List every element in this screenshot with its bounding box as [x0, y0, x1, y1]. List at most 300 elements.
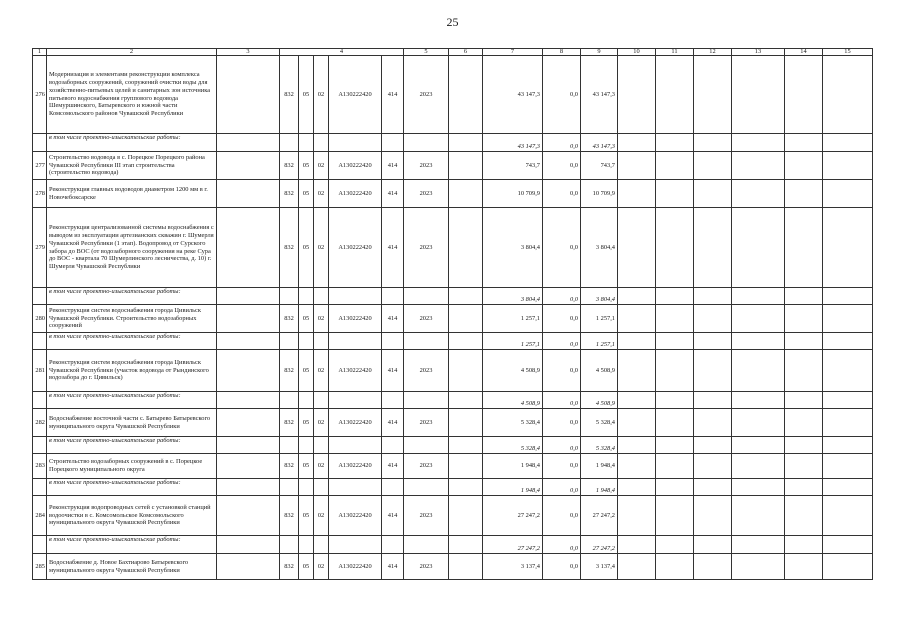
empty-cell	[299, 333, 314, 350]
section-code: 05	[299, 496, 314, 536]
empty-cell	[382, 479, 404, 496]
budget-admin-code	[217, 152, 280, 180]
empty-cell	[314, 134, 329, 152]
empty-cell	[618, 288, 656, 305]
empty-cell	[280, 134, 299, 152]
empty-cell	[823, 333, 873, 350]
empty-cell	[823, 152, 873, 180]
target-article-code: А130222420	[329, 180, 382, 208]
empty-cell	[732, 496, 785, 536]
empty-cell	[785, 496, 823, 536]
empty-cell	[656, 180, 694, 208]
empty-cell	[314, 479, 329, 496]
empty-cell	[618, 536, 656, 554]
column-number: 9	[581, 49, 618, 56]
empty-cell	[656, 392, 694, 409]
grbs-code: 832	[280, 496, 299, 536]
empty-cell	[823, 305, 873, 333]
budget-admin-code	[217, 288, 280, 305]
subtotal-row	[33, 479, 873, 496]
regional-amount: 4 508,9	[581, 392, 618, 409]
row-number	[33, 392, 47, 409]
empty-cell	[449, 152, 483, 180]
subsection-code: 02	[314, 152, 329, 180]
empty-cell	[785, 536, 823, 554]
target-article-code: А130222420	[329, 350, 382, 392]
empty-cell	[823, 288, 873, 305]
empty-cell	[785, 208, 823, 288]
empty-cell	[694, 392, 732, 409]
total-amount: 4 508,9	[483, 350, 543, 392]
empty-cell	[449, 437, 483, 454]
empty-cell	[404, 134, 449, 152]
budget-admin-code	[217, 392, 280, 409]
empty-cell	[280, 536, 299, 554]
subsection-code: 02	[314, 496, 329, 536]
empty-cell	[785, 437, 823, 454]
empty-cell	[314, 536, 329, 554]
empty-cell	[618, 454, 656, 479]
grbs-code: 832	[280, 409, 299, 437]
total-amount: 3 804,4	[483, 208, 543, 288]
row-number: 276	[33, 56, 47, 134]
empty-cell	[656, 350, 694, 392]
empty-cell	[732, 350, 785, 392]
section-code: 05	[299, 554, 314, 580]
federal-amount: 0,0	[543, 409, 581, 437]
section-code: 05	[299, 152, 314, 180]
column-number: 4	[280, 49, 404, 56]
empty-cell	[280, 437, 299, 454]
empty-cell	[694, 152, 732, 180]
empty-cell	[823, 496, 873, 536]
subtotal-row	[33, 288, 873, 305]
object-name: Водоснабжение восточной части с. Батырево Батыревского муниципального округа Чувашской Республики	[47, 409, 217, 437]
empty-cell	[656, 208, 694, 288]
federal-amount: 0,0	[543, 288, 581, 305]
empty-cell	[449, 180, 483, 208]
empty-cell	[404, 392, 449, 409]
empty-cell	[382, 288, 404, 305]
empty-cell	[449, 479, 483, 496]
subsection-code: 02	[314, 208, 329, 288]
year-cell: 2023	[404, 454, 449, 479]
federal-amount: 0,0	[543, 350, 581, 392]
expense-type-code: 414	[382, 350, 404, 392]
empty-cell	[732, 208, 785, 288]
empty-cell	[732, 305, 785, 333]
grbs-code: 832	[280, 208, 299, 288]
column-number-row	[33, 49, 873, 56]
section-code: 05	[299, 305, 314, 333]
federal-amount: 0,0	[543, 333, 581, 350]
empty-cell	[732, 288, 785, 305]
empty-cell	[299, 437, 314, 454]
object-name: Строительство водозаборных сооружений в с. Порецкое Порецкого муниципального округа	[47, 454, 217, 479]
column-number: 14	[785, 49, 823, 56]
empty-cell	[785, 554, 823, 580]
empty-cell	[656, 496, 694, 536]
total-amount: 27 247,2	[483, 496, 543, 536]
row-number: 285	[33, 554, 47, 580]
empty-cell	[823, 536, 873, 554]
table-row	[33, 454, 873, 479]
empty-cell	[382, 437, 404, 454]
empty-cell	[732, 134, 785, 152]
empty-cell	[656, 152, 694, 180]
empty-cell	[785, 350, 823, 392]
expense-type-code: 414	[382, 152, 404, 180]
total-amount: 1 257,1	[483, 333, 543, 350]
empty-cell	[823, 409, 873, 437]
subsection-code: 02	[314, 180, 329, 208]
total-amount: 5 328,4	[483, 409, 543, 437]
regional-amount: 743,7	[581, 152, 618, 180]
empty-cell	[449, 208, 483, 288]
federal-amount: 0,0	[543, 152, 581, 180]
empty-cell	[732, 554, 785, 580]
budget-admin-code	[217, 479, 280, 496]
empty-cell	[785, 392, 823, 409]
empty-cell	[449, 350, 483, 392]
budget-admin-code	[217, 134, 280, 152]
subsection-code: 02	[314, 305, 329, 333]
empty-cell	[382, 536, 404, 554]
empty-cell	[732, 437, 785, 454]
regional-amount: 3 804,4	[581, 208, 618, 288]
expense-type-code: 414	[382, 56, 404, 134]
empty-cell	[656, 134, 694, 152]
row-number: 278	[33, 180, 47, 208]
object-name: Реконструкция главных водоводов диаметром 1200 мм в г. Новочебоксарске	[47, 180, 217, 208]
empty-cell	[449, 56, 483, 134]
year-cell: 2023	[404, 305, 449, 333]
target-article-code: А130222420	[329, 554, 382, 580]
empty-cell	[329, 392, 382, 409]
empty-cell	[732, 454, 785, 479]
object-name: Строительство водовода в с. Порецкое Порецкого района Чувашской Республики III этап строительства (строительство водовода)	[47, 152, 217, 180]
budget-table	[32, 48, 873, 580]
table-row	[33, 56, 873, 134]
regional-amount: 10 709,9	[581, 180, 618, 208]
federal-amount: 0,0	[543, 479, 581, 496]
regional-amount: 43 147,3	[581, 134, 618, 152]
year-cell: 2023	[404, 152, 449, 180]
grbs-code: 832	[280, 554, 299, 580]
empty-cell	[656, 454, 694, 479]
total-amount: 1 948,4	[483, 479, 543, 496]
grbs-code: 832	[280, 56, 299, 134]
expense-type-code: 414	[382, 454, 404, 479]
empty-cell	[314, 392, 329, 409]
target-article-code: А130222420	[329, 409, 382, 437]
empty-cell	[404, 536, 449, 554]
budget-admin-code	[217, 496, 280, 536]
regional-amount: 43 147,3	[581, 56, 618, 134]
row-number: 283	[33, 454, 47, 479]
regional-amount: 27 247,2	[581, 496, 618, 536]
empty-cell	[618, 437, 656, 454]
empty-cell	[656, 409, 694, 437]
empty-cell	[618, 152, 656, 180]
grbs-code: 832	[280, 180, 299, 208]
row-number: 281	[33, 350, 47, 392]
empty-cell	[618, 554, 656, 580]
federal-amount: 0,0	[543, 496, 581, 536]
empty-cell	[618, 208, 656, 288]
subtotal-row	[33, 392, 873, 409]
empty-cell	[656, 479, 694, 496]
empty-cell	[449, 392, 483, 409]
row-number: 277	[33, 152, 47, 180]
total-amount: 1 257,1	[483, 305, 543, 333]
federal-amount: 0,0	[543, 56, 581, 134]
budget-admin-code	[217, 180, 280, 208]
table-row	[33, 305, 873, 333]
total-amount: 27 247,2	[483, 536, 543, 554]
total-amount: 743,7	[483, 152, 543, 180]
regional-amount: 4 508,9	[581, 350, 618, 392]
subsection-code: 02	[314, 350, 329, 392]
empty-cell	[329, 288, 382, 305]
column-number: 3	[217, 49, 280, 56]
empty-cell	[618, 56, 656, 134]
table-row	[33, 208, 873, 288]
total-amount: 43 147,3	[483, 56, 543, 134]
year-cell: 2023	[404, 496, 449, 536]
empty-cell	[694, 305, 732, 333]
empty-cell	[785, 454, 823, 479]
empty-cell	[449, 134, 483, 152]
empty-cell	[694, 536, 732, 554]
column-number: 6	[449, 49, 483, 56]
empty-cell	[618, 305, 656, 333]
empty-cell	[732, 180, 785, 208]
budget-admin-code	[217, 437, 280, 454]
table-row	[33, 350, 873, 392]
regional-amount: 3 804,4	[581, 288, 618, 305]
empty-cell	[382, 134, 404, 152]
empty-cell	[732, 333, 785, 350]
empty-cell	[449, 409, 483, 437]
regional-amount: 1 948,4	[581, 479, 618, 496]
empty-cell	[404, 288, 449, 305]
empty-cell	[823, 350, 873, 392]
subtotal-label: в том числе проектно-изыскательские работы:	[47, 288, 217, 305]
target-article-code: А130222420	[329, 208, 382, 288]
federal-amount: 0,0	[543, 437, 581, 454]
empty-cell	[732, 479, 785, 496]
object-name: Реконструкция систем водоснабжения города Цивильск Чувашской Республики. Строительство водозаборных сооружений	[47, 305, 217, 333]
empty-cell	[656, 554, 694, 580]
budget-admin-code	[217, 454, 280, 479]
grbs-code: 832	[280, 305, 299, 333]
empty-cell	[732, 152, 785, 180]
empty-cell	[449, 496, 483, 536]
federal-amount: 0,0	[543, 454, 581, 479]
table-body	[33, 56, 873, 580]
federal-amount: 0,0	[543, 536, 581, 554]
empty-cell	[823, 180, 873, 208]
total-amount: 10 709,9	[483, 180, 543, 208]
page-number: 25	[446, 15, 459, 29]
subtotal-label: в том числе проектно-изыскательские работы:	[47, 536, 217, 554]
expense-type-code: 414	[382, 554, 404, 580]
expense-type-code: 414	[382, 409, 404, 437]
target-article-code: А130222420	[329, 496, 382, 536]
row-number	[33, 134, 47, 152]
empty-cell	[823, 454, 873, 479]
empty-cell	[618, 350, 656, 392]
year-cell: 2023	[404, 180, 449, 208]
empty-cell	[656, 437, 694, 454]
empty-cell	[449, 333, 483, 350]
empty-cell	[732, 536, 785, 554]
section-code: 05	[299, 56, 314, 134]
empty-cell	[823, 437, 873, 454]
object-name: Реконструкция водопроводных сетей с установкой станций водоочистки в с. Комсомольское Комсомольского муниципального округа Чувашской Республики	[47, 496, 217, 536]
budget-admin-code	[217, 554, 280, 580]
empty-cell	[449, 536, 483, 554]
total-amount: 43 147,3	[483, 134, 543, 152]
row-number: 284	[33, 496, 47, 536]
federal-amount: 0,0	[543, 305, 581, 333]
budget-admin-code	[217, 409, 280, 437]
empty-cell	[618, 333, 656, 350]
empty-cell	[314, 437, 329, 454]
empty-cell	[299, 134, 314, 152]
budget-admin-code	[217, 56, 280, 134]
target-article-code: А130222420	[329, 454, 382, 479]
expense-type-code: 414	[382, 496, 404, 536]
empty-cell	[404, 437, 449, 454]
empty-cell	[314, 288, 329, 305]
table-row	[33, 409, 873, 437]
empty-cell	[694, 454, 732, 479]
empty-cell	[785, 288, 823, 305]
grbs-code: 832	[280, 454, 299, 479]
expense-type-code: 414	[382, 208, 404, 288]
empty-cell	[823, 56, 873, 134]
empty-cell	[656, 536, 694, 554]
empty-cell	[694, 350, 732, 392]
row-number: 279	[33, 208, 47, 288]
object-name: Реконструкция централизованной системы водоснабжения с выводом из эксплуатации артезианских скважин г. Шумерля Чувашской Республики (1 этап). Водопровод от Сурского забора до ВОС (от водозаборного сооружения на реке Сура до ВОС - квартала 70 Шумерлинского лесничества, д. 10) г. Шумерля Чувашской Республики	[47, 208, 217, 288]
empty-cell	[694, 409, 732, 437]
target-article-code: А130222420	[329, 152, 382, 180]
year-cell: 2023	[404, 554, 449, 580]
row-number: 282	[33, 409, 47, 437]
budget-admin-code	[217, 208, 280, 288]
total-amount: 4 508,9	[483, 392, 543, 409]
federal-amount: 0,0	[543, 134, 581, 152]
empty-cell	[694, 554, 732, 580]
table-row	[33, 180, 873, 208]
regional-amount: 27 247,2	[581, 536, 618, 554]
subtotal-label: в том числе проектно-изыскательские работы:	[47, 437, 217, 454]
empty-cell	[823, 134, 873, 152]
empty-cell	[280, 333, 299, 350]
column-number: 2	[47, 49, 217, 56]
empty-cell	[299, 536, 314, 554]
target-article-code: А130222420	[329, 56, 382, 134]
empty-cell	[329, 437, 382, 454]
empty-cell	[823, 208, 873, 288]
empty-cell	[329, 479, 382, 496]
empty-cell	[618, 496, 656, 536]
empty-cell	[694, 333, 732, 350]
empty-cell	[823, 554, 873, 580]
target-article-code: А130222420	[329, 305, 382, 333]
empty-cell	[449, 454, 483, 479]
section-code: 05	[299, 350, 314, 392]
empty-cell	[404, 333, 449, 350]
empty-cell	[618, 479, 656, 496]
empty-cell	[382, 333, 404, 350]
empty-cell	[329, 333, 382, 350]
empty-cell	[618, 392, 656, 409]
column-number: 7	[483, 49, 543, 56]
empty-cell	[656, 333, 694, 350]
empty-cell	[449, 305, 483, 333]
section-code: 05	[299, 409, 314, 437]
budget-admin-code	[217, 305, 280, 333]
object-name: Водоснабжение д. Новое Бахтиарово Батыревского муниципального округа Чувашской Республики	[47, 554, 217, 580]
expense-type-code: 414	[382, 180, 404, 208]
subtotal-label: в том числе проектно-изыскательские работы:	[47, 479, 217, 496]
empty-cell	[823, 479, 873, 496]
total-amount: 1 948,4	[483, 454, 543, 479]
column-number: 12	[694, 49, 732, 56]
subtotal-label: в том числе проектно-изыскательские работы:	[47, 392, 217, 409]
empty-cell	[785, 333, 823, 350]
section-code: 05	[299, 208, 314, 288]
federal-amount: 0,0	[543, 554, 581, 580]
object-name: Реконструкция систем водоснабжения города Цивильск Чувашской Республики (участок водовода от Рындинского водозабора до г. Цивильск)	[47, 350, 217, 392]
federal-amount: 0,0	[543, 392, 581, 409]
table-row	[33, 496, 873, 536]
budget-admin-code	[217, 536, 280, 554]
empty-cell	[694, 288, 732, 305]
empty-cell	[732, 409, 785, 437]
regional-amount: 5 328,4	[581, 409, 618, 437]
empty-cell	[785, 56, 823, 134]
row-number	[33, 333, 47, 350]
subtotal-row	[33, 134, 873, 152]
empty-cell	[732, 56, 785, 134]
empty-cell	[329, 134, 382, 152]
regional-amount: 1 257,1	[581, 305, 618, 333]
expense-type-code: 414	[382, 305, 404, 333]
row-number	[33, 437, 47, 454]
regional-amount: 5 328,4	[581, 437, 618, 454]
total-amount: 3 804,4	[483, 288, 543, 305]
empty-cell	[785, 479, 823, 496]
year-cell: 2023	[404, 350, 449, 392]
empty-cell	[694, 180, 732, 208]
subtotal-row	[33, 437, 873, 454]
empty-cell	[329, 536, 382, 554]
empty-cell	[280, 392, 299, 409]
row-number	[33, 288, 47, 305]
column-number: 8	[543, 49, 581, 56]
empty-cell	[618, 134, 656, 152]
object-name: Модернизация и элементами реконструкции комплекса водозаборных сооружений, сооружений очистки воды для хозяйственно-питьевых целей и санитарных зон источника питьевого водоснабжения группового водовода Шемуршинского, Батыревского и южной части Комсомольского районов Чувашской Республики	[47, 56, 217, 134]
empty-cell	[785, 409, 823, 437]
empty-cell	[449, 554, 483, 580]
section-code: 05	[299, 454, 314, 479]
empty-cell	[694, 479, 732, 496]
